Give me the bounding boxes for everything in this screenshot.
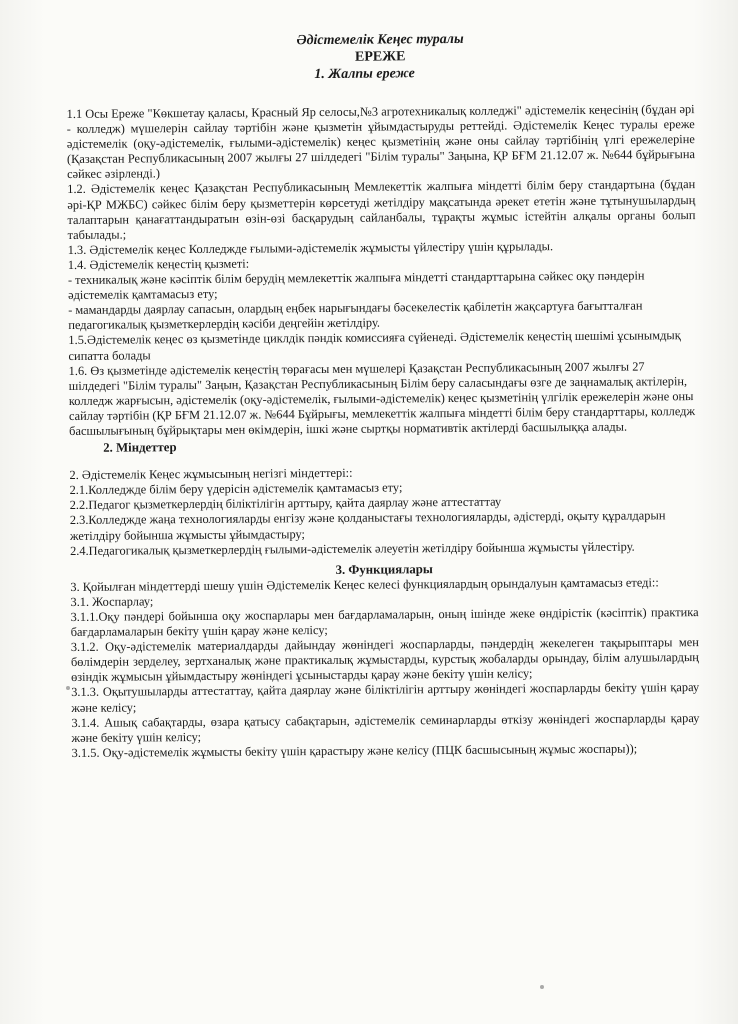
paragraph-1-5: 1.5.Әдістемелік кеңес өз қызметінде циклдік пәндік комиссияға сүйенеді. Әдістемелік кеңестің шешімі ұсынымдық сипатта болады (68, 328, 681, 363)
section-3-body (70, 575, 699, 761)
paragraph-1-6: 1.6. Өз қызметінде әдістемелік кеңестің төрағасы мен мүшелері Қазақстан Республикасының 2007 жылғы 27 шілдедегі "Білім туралы" Заңын, Қазақстан Республикасының Білім беру саласындағы өзге де заңнамалық актілерін, колледж жарғысын, әдістемелік (оқу-әдістемелік, ғылыми-әдістемелік) кеңес қызметінің үлгілік ережелерін және оны сайлау тәртібін (ҚР БҒМ 21.12.07 ж. №644 Бұйрығы, мемлекеттік жалпыға міндетті білім беру стандарттары, колледж басшылығының бұйрықтары мен өкімдерін, ішкі және сыртқы нормативтік актілерді басшылыққа алады. (68, 359, 696, 438)
section-2-body (69, 463, 698, 558)
paragraph-3-1-4: 3.1.4. Ашық сабақтарды, өзара қатысу сабақтарын, әдістемелік семинарларды өткізу жөніндегі жоспарларды қарау және бекіту үшін келісу; (71, 710, 700, 745)
list-item-1-4-a: - техникалық және кәсіптік білім берудің мемлекеттік жалпыға міндетті стандарттарына сәйкес оқу пәндерін әдістемелік қамтамасыз ету; (67, 268, 645, 303)
section-2-heading: 2. Міндеттер (103, 440, 177, 455)
paragraph-1-1: 1.1 Осы Ереже "Көкшетау қаласы, Красный Яр селосы,№3 агротехникалық колледжі" әдістемелік кеңесінің (бұдан әрі - колледж) мүшелерін сайлау тәртібін және қызметін ұйымдастыруды реттейді. Әдістемелік Кеңес туралы ереже әдістемелік (оқу-әдістемелік, ғылыми-әдістемелік) кеңес қызметінің және оны сайлау тәртібінің үлгі ережелеріне (Қазақстан Республикасының 2007 жылғы 27 шілдедегі "Білім туралы" Заңына, ҚР БҒМ 21.12.07 ж. №644 бұйрығына сәйкес әзірленді.) (66, 102, 696, 182)
paragraph-2: 2. Әдістемелік Кеңес жұмысының негізгі міндеттері:: (69, 465, 353, 483)
scan-speck (66, 686, 70, 690)
section-3-heading: 3. Функциялары (335, 561, 433, 577)
document-title: Әдістемелік Кеңес туралы (296, 31, 464, 49)
paragraph-3: 3. Қойылған міндеттерді шешу үшін Әдістемелік Кеңес келесі функциялардың орындалуын қамтамасыз етеді:: (70, 575, 659, 594)
paragraph-2-3: 2.3.Колледжде жаңа технологияларды енгізу және қолданыстағы технологияларды, әдістерді, оқыту құралдарын жетілдіру бойынша жұмысты ұйымдастыру; (69, 508, 666, 543)
section-1-body (67, 102, 698, 439)
paragraph-3-1-5: 3.1.5. Оқу-әдістемелік жұмысты бекіту үшін қарастыру және келісу (ПЦК басшысының жұмыс жоспары)); (71, 741, 638, 760)
list-item-1-4-b: - мамандарды даярлау сапасын, олардың еңбек нарығындағы бәсекелестік қабілетін жақсартуға бағытталған педагогикалық қызметкерлердің кәсіби деңгейін жетілдіру. (68, 298, 643, 333)
paragraph-1-4: 1.4. Әдістемелік кеңестің қызметі: (67, 256, 250, 272)
paragraph-1-3: 1.3. Әдістемелік кеңес Колледжде ғылыми-әдістемелік жұмысты үйлестіру үшін құрылады. (67, 239, 554, 257)
paragraph-2-1: 2.1.Колледжде білім беру үдерісін әдістемелік қамтамасыз ету; (69, 480, 403, 498)
paragraph-3-1-2: 3.1.2. Оқу-әдістемелік материалдарды дайындау жөніндегі жоспарларды, пәндердің жекелеген тақырыптары мен бөлімдерін зерделеу, зертханалық және практикалық жұмыстарды, курстық жобаларды орындау, білім алушылардың өзіндік жұмысын ұйымдастыру жөніндегі ұсыныстарды қарау және бекіту үшін келісу; (70, 635, 699, 685)
paragraph-3-1-3: 3.1.3. Оқытушыларды аттестаттау, қайта даярлау және біліктілігін арттыру жөніндегі жоспарларды бекіту үшін қарау және келісу; (71, 680, 700, 715)
paragraph-3-1: 3.1. Жоспарлау; (70, 594, 154, 609)
paragraph-2-2: 2.2.Педагог қызметкерлердің біліктілігін арттыру, қайта даярлау және аттестаттау (69, 494, 502, 513)
paragraph-1-2: 1.2. Әдістемелік кеңес Қазақстан Республикасының Мемлекеттік жалпыға міндетті білім беру стандартына (бұдан әрі-ҚР МЖБС) сәйкес білім беру қызметтерін көрсетуді жетілдіру мақсатында әрекет ететін және тұтынушылардың талаптарын қанағаттандыратын өзін-өзі басқарудың сайланбалы, тұрақты жұмыс істейтін алқалы органы болып табылады.; (67, 177, 696, 242)
document-body (66, 29, 700, 761)
paragraph-2-4: 2.4.Педагогикалық қызметкерлердің ғылыми-әдістемелік әлеуетін жетілдіру бойынша жұмысты үйлестіру. (70, 539, 635, 558)
section-1-heading: 1. Жалпы ереже (314, 66, 415, 83)
paragraph-3-1-1: 3.1.1.Оқу пәндері бойынша оқу жоспарлары мен бағдарламаларын, оның ішінде жеке өндірістік (кәсіптік) практика бағдарламаларын бекіту үшін қарау және келісу; (70, 605, 699, 640)
scan-speck (540, 985, 544, 989)
document-subtitle: ЕРЕЖЕ (354, 49, 406, 65)
